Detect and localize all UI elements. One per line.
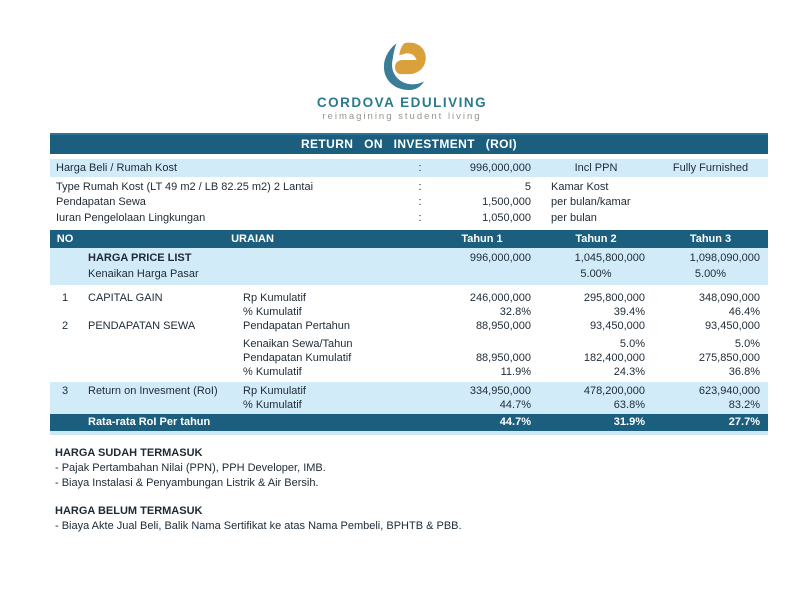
info-label: Harga Beli / Rumah Kost xyxy=(56,162,178,174)
value-tahun2: 63.8% xyxy=(613,398,645,411)
column-header-tahun3: Tahun 3 xyxy=(689,232,732,245)
value-tahun1: 44.7% xyxy=(499,398,531,411)
value-tahun3: 5.00% xyxy=(694,267,727,280)
brand-header xyxy=(0,40,804,123)
row-label: PENDAPATAN SEWA xyxy=(88,319,196,332)
value-tahun1: 11.9% xyxy=(500,365,531,378)
value-tahun3: 5.0% xyxy=(734,337,760,350)
table-row-kenaikan-pasar xyxy=(50,266,768,282)
row-label: CAPITAL GAIN xyxy=(88,291,163,304)
value-tahun1: 88,950,000 xyxy=(475,351,531,364)
spacer xyxy=(50,414,80,431)
spacer xyxy=(80,351,235,365)
note-line: - Pajak Pertambahan Nilai (PPN), PPH Developer, IMB. xyxy=(55,461,326,474)
summary-tahun2: 31.9% xyxy=(613,415,645,428)
info-unit: per bulan/kamar xyxy=(551,196,631,209)
table-group-pendapatan-sewa xyxy=(50,319,768,379)
summary-tahun3: 27.7% xyxy=(728,415,760,428)
table-row xyxy=(50,351,768,365)
value-tahun3: 93,450,000 xyxy=(704,319,760,332)
summary-tahun1: 44.7% xyxy=(499,415,531,428)
note-excluded-title: HARGA BELUM TERMASUK xyxy=(55,504,203,517)
info-note-ppn: Incl PPN xyxy=(574,162,618,174)
value-tahun3: 83.2% xyxy=(728,398,760,411)
roi-sheet xyxy=(50,133,768,435)
spacer xyxy=(80,305,235,319)
row-number: 3 xyxy=(61,384,69,397)
footnotes xyxy=(55,446,804,534)
row-label: Kenaikan Harga Pasar xyxy=(88,267,199,280)
row-sublabel: % Kumulatif xyxy=(243,398,302,411)
info-label: Iuran Pengelolaan Lingkungan xyxy=(56,211,206,224)
table-group-roi xyxy=(50,382,768,414)
value-tahun3: 1,098,090,000 xyxy=(689,251,760,264)
table-row xyxy=(50,398,768,412)
table-row xyxy=(50,384,768,398)
info-colon: : xyxy=(418,211,422,224)
value-tahun2: 24.3% xyxy=(613,365,645,378)
row-sublabel: Rp Kumulatif xyxy=(243,291,306,304)
table-row xyxy=(50,319,768,333)
value-tahun2: 295,800,000 xyxy=(583,291,645,304)
value-tahun1: 996,000,000 xyxy=(469,251,531,264)
spacer xyxy=(80,398,235,412)
spacer xyxy=(80,337,235,351)
row-sublabel: % Kumulatif xyxy=(243,305,302,318)
info-colon: : xyxy=(418,196,422,209)
spacer xyxy=(50,250,80,266)
brand-name: CORDOVA EDULIVING xyxy=(316,95,488,110)
info-row-type xyxy=(50,179,768,195)
summary-label: Rata-rata RoI Per tahun xyxy=(88,415,211,428)
row-sublabel: % Kumulatif xyxy=(243,365,302,378)
info-unit: Kamar Kost xyxy=(551,180,609,193)
column-header-tahun1: Tahun 1 xyxy=(461,232,503,245)
table-row-price-list xyxy=(50,250,768,266)
cordova-logo-icon xyxy=(375,40,429,92)
value-tahun1: 88,950,000 xyxy=(475,319,531,332)
table-header-row xyxy=(50,230,768,248)
value-tahun2: 93,450,000 xyxy=(589,319,645,332)
row-sublabel: Pendapatan Kumulatif xyxy=(243,351,352,364)
value-tahun2: 5.00% xyxy=(580,267,612,280)
info-label: Type Rumah Kost (LT 49 m2 / LB 82.25 m2) 2 Lantai xyxy=(56,180,314,193)
row-label: HARGA PRICE LIST xyxy=(88,251,192,264)
value-tahun1 xyxy=(425,337,539,351)
note-line: - Biaya Instalasi & Penyambungan Listrik & Air Bersih. xyxy=(55,476,319,489)
note-included-title: HARGA SUDAH TERMASUK xyxy=(55,446,203,459)
row-sublabel: Kenaikan Sewa/Tahun xyxy=(243,337,353,350)
value-tahun2: 1,045,800,000 xyxy=(574,251,645,264)
roi-document xyxy=(0,40,804,608)
info-value: 1,500,000 xyxy=(482,196,531,209)
brand-tagline: reimagining student living xyxy=(322,111,482,122)
table-row xyxy=(50,291,768,305)
table-row xyxy=(50,337,768,351)
row-number: 2 xyxy=(61,319,69,332)
value-tahun3: 275,850,000 xyxy=(698,351,760,364)
info-value: 996,000,000 xyxy=(469,162,531,174)
row-sublabel: Pendapatan Pertahun xyxy=(243,319,351,332)
info-colon: : xyxy=(418,162,422,174)
info-label: Pendapatan Sewa xyxy=(56,196,146,209)
table-row xyxy=(50,305,768,319)
value-tahun3: 348,090,000 xyxy=(698,291,760,304)
document-title: RETURN ON INVESTMENT (ROI) xyxy=(50,133,768,154)
info-value: 5 xyxy=(524,180,531,193)
summary-row xyxy=(50,414,768,431)
info-row-sewa xyxy=(50,195,768,211)
spacer xyxy=(50,305,80,319)
column-header-no: NO xyxy=(56,232,74,245)
info-colon: : xyxy=(418,180,422,193)
value-tahun1 xyxy=(425,266,539,282)
spacer xyxy=(50,337,80,351)
info-row-iuran xyxy=(50,210,768,226)
column-header-uraian: URAIAN xyxy=(231,232,274,245)
value-tahun2: 182,400,000 xyxy=(583,351,645,364)
column-header-tahun2: Tahun 2 xyxy=(575,232,617,245)
row-sublabel: Rp Kumulatif xyxy=(243,384,306,397)
spacer xyxy=(50,266,80,282)
info-note-furnished: Fully Furnished xyxy=(672,162,749,174)
note-line: - Biaya Akte Jual Beli, Balik Nama Sertifikat ke atas Nama Pembeli, BPHTB & PBB. xyxy=(55,519,462,532)
table-group-capital-gain xyxy=(50,291,768,319)
info-unit: per bulan xyxy=(551,211,597,224)
info-value: 1,050,000 xyxy=(482,211,531,224)
value-tahun1: 32.8% xyxy=(499,305,531,318)
row-label: Return on Invesment (RoI) xyxy=(88,384,218,397)
table-row xyxy=(50,365,768,379)
value-tahun2: 478,200,000 xyxy=(583,384,645,397)
value-tahun3: 46.4% xyxy=(728,305,760,318)
value-tahun1: 246,000,000 xyxy=(469,291,531,304)
spacer xyxy=(80,365,235,379)
value-tahun2: 39.4% xyxy=(613,305,645,318)
value-tahun2: 5.0% xyxy=(619,337,645,350)
row-number: 1 xyxy=(61,291,69,304)
table-bottom-strip xyxy=(50,431,768,435)
value-tahun3: 623,940,000 xyxy=(698,384,760,397)
price-list-block xyxy=(50,248,768,285)
value-tahun1: 334,950,000 xyxy=(469,384,531,397)
spacer xyxy=(50,351,80,365)
spacer xyxy=(50,398,80,412)
value-tahun3: 36.8% xyxy=(728,365,760,378)
info-row-harga-beli xyxy=(50,159,768,177)
spacer xyxy=(50,365,80,379)
